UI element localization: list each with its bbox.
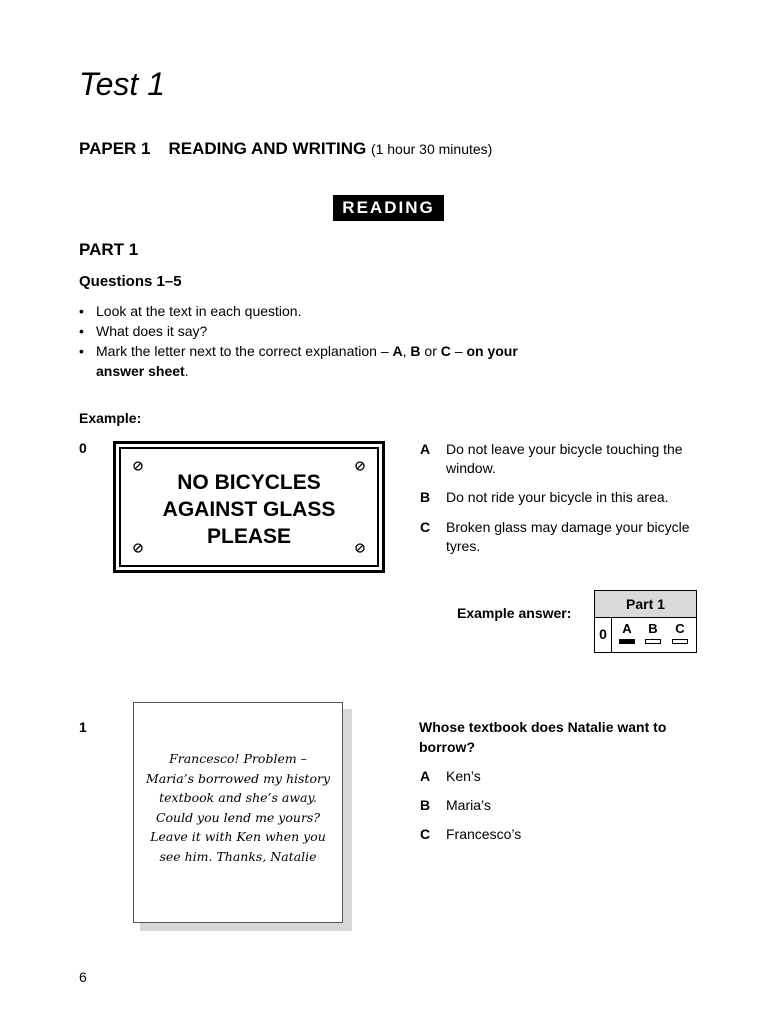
- instruction-text: Look at the text in each question.: [96, 303, 302, 319]
- option-text: Broken glass may damage your bicycle tyres.: [446, 519, 690, 554]
- answer-column-a: [617, 622, 637, 644]
- example-answer-grid: [594, 590, 697, 653]
- paper-heading: [79, 139, 492, 159]
- note-line: Leave it with Ken when you: [150, 829, 326, 845]
- note-line: textbook and she’s away.: [159, 790, 317, 806]
- page-number: 6: [79, 969, 87, 985]
- question-1-option-c: [420, 825, 710, 844]
- answer-grid-row-number: 0: [595, 618, 612, 652]
- paper-title: READING AND WRITING: [168, 139, 367, 158]
- instruction-text: What does it say?: [96, 323, 208, 339]
- separator: ,: [402, 343, 411, 359]
- answer-mark-selected: [619, 639, 635, 644]
- example-option-b: [420, 488, 710, 507]
- example-options: [420, 440, 710, 570]
- answer-column-label: C: [675, 621, 685, 636]
- answer-mark-empty: [645, 639, 661, 644]
- answer-column-label: B: [648, 621, 658, 636]
- question-1-number: 1: [79, 719, 87, 735]
- note-text: [142, 749, 334, 867]
- answer-mark-empty: [672, 639, 688, 644]
- answer-column-label: A: [622, 621, 632, 636]
- paper-duration: (1 hour 30 minutes): [370, 141, 493, 157]
- question-1-note: [133, 702, 343, 923]
- question-1-option-b: [420, 796, 710, 815]
- option-letter-b: B: [410, 343, 421, 359]
- option-letter: A: [420, 441, 431, 457]
- question-1-option-a: [420, 767, 710, 786]
- option-text: Maria’s: [446, 797, 491, 813]
- option-letter: B: [420, 797, 431, 813]
- example-label: Example:: [79, 410, 142, 426]
- note-line: Maria’s borrowed my history: [145, 770, 331, 786]
- sign-line: NO BICYCLES: [177, 471, 321, 494]
- option-text: Do not ride your bicycle in this area.: [446, 489, 669, 505]
- example-sign: [113, 441, 385, 573]
- instruction-item: [79, 321, 559, 341]
- example-answer-label: Example answer:: [457, 605, 572, 621]
- instructions-list: [79, 301, 559, 381]
- separator: –: [450, 343, 467, 359]
- answer-column-c: [670, 622, 690, 644]
- answer-grid-title: Part 1: [595, 591, 696, 618]
- note-line: Could you lend me yours?: [155, 809, 321, 825]
- sign-line: PLEASE: [206, 525, 292, 548]
- note-line: see him. Thanks, Natalie: [159, 848, 317, 864]
- separator: or: [420, 343, 441, 359]
- sign-text: [121, 469, 377, 550]
- test-title: Test 1: [79, 66, 165, 102]
- separator: .: [184, 363, 189, 379]
- example-number: 0: [79, 440, 87, 456]
- option-letter-c: C: [440, 343, 451, 359]
- sign-inner-frame: [119, 447, 379, 567]
- questions-heading: Questions 1–5: [79, 273, 182, 290]
- instruction-item: [79, 301, 559, 321]
- option-text: Do not leave your bicycle touching the window.: [446, 441, 683, 476]
- section-badge: READING: [333, 195, 444, 221]
- instruction-emphasis: answer sheet: [96, 363, 185, 379]
- example-option-c: [420, 518, 710, 556]
- instruction-emphasis: on your: [466, 343, 518, 359]
- option-letter: A: [420, 768, 431, 784]
- paper-number: PAPER 1: [79, 139, 151, 158]
- example-option-a: [420, 440, 710, 478]
- note-line: Francesco! Problem –: [169, 751, 307, 766]
- option-letter: C: [420, 519, 431, 535]
- question-1-text: Whose textbook does Natalie want to borrow?: [419, 719, 667, 755]
- option-text: Ken’s: [446, 768, 481, 784]
- question-1-options: [420, 767, 710, 847]
- answer-column-b: [643, 622, 663, 644]
- sign-line: AGAINST GLASS: [162, 498, 336, 521]
- option-letter: C: [420, 826, 431, 842]
- option-text: Francesco’s: [446, 826, 522, 842]
- instruction-text: Mark the letter next to the correct explanation –: [96, 343, 393, 359]
- instruction-item: [79, 341, 559, 381]
- option-letter-a: A: [392, 343, 403, 359]
- option-letter: B: [420, 489, 431, 505]
- part-heading: PART 1: [79, 240, 139, 259]
